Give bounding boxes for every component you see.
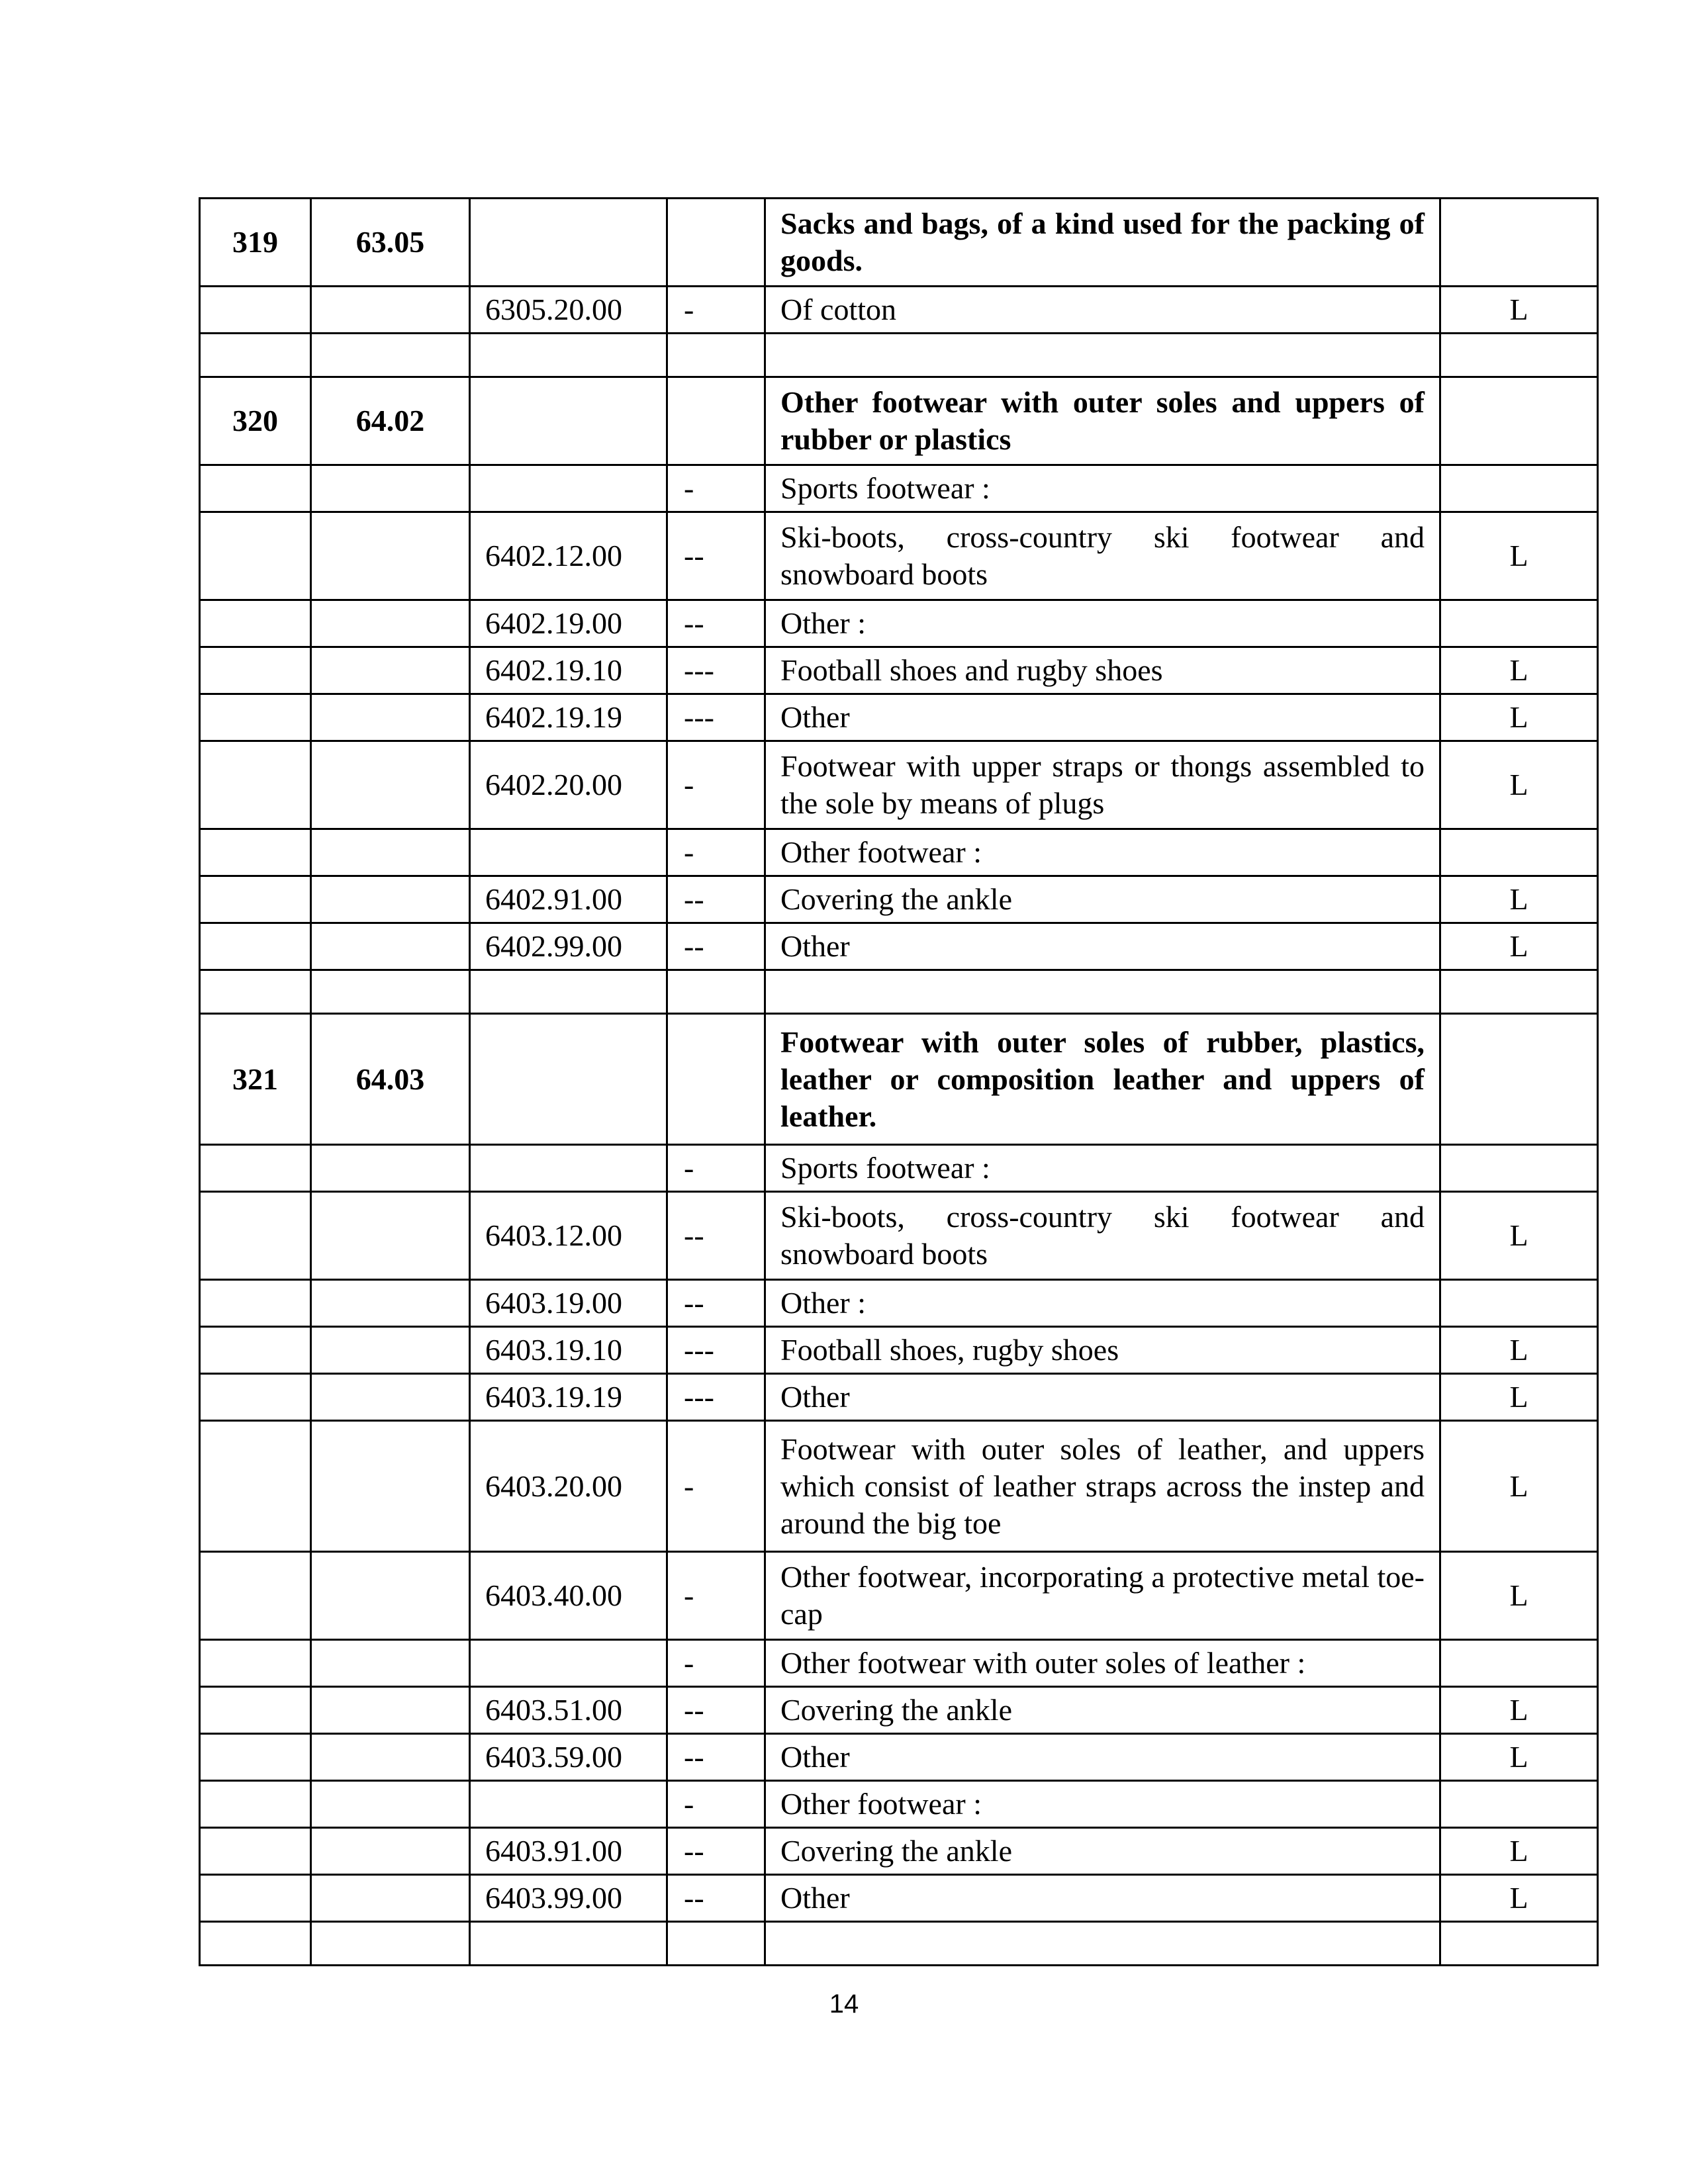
- description-cell: Other: [765, 694, 1440, 741]
- description-cell: Covering the ankle: [765, 1828, 1440, 1875]
- serial-number-cell: [200, 1781, 311, 1828]
- table-row: [200, 1192, 1598, 1280]
- tariff-table-body: [200, 199, 1598, 1966]
- serial-number-cell: [200, 1145, 311, 1192]
- heading-number-cell: [311, 1552, 470, 1640]
- category-cell: [1440, 1145, 1598, 1192]
- serial-number-cell: [200, 923, 311, 970]
- category-cell: [1440, 1640, 1598, 1687]
- dash-level-cell: -: [667, 741, 765, 829]
- serial-number-cell: [200, 876, 311, 923]
- serial-number-cell: [200, 1640, 311, 1687]
- hs-code-cell: 6305.20.00: [470, 287, 667, 334]
- heading-number-cell: [311, 1145, 470, 1192]
- hs-code-cell: [470, 334, 667, 377]
- dash-level-cell: --: [667, 1192, 765, 1280]
- page-number: 14: [829, 1989, 859, 2019]
- table-row: [200, 1781, 1598, 1828]
- table-row: [200, 1374, 1598, 1421]
- dash-level-cell: ---: [667, 647, 765, 694]
- heading-number-cell: [311, 1875, 470, 1922]
- table-row: [200, 923, 1598, 970]
- heading-number-cell: [311, 1374, 470, 1421]
- description-cell: Football shoes and rugby shoes: [765, 647, 1440, 694]
- table-row: [200, 1421, 1598, 1552]
- heading-number-cell: 64.03: [311, 1014, 470, 1145]
- category-cell: [1440, 829, 1598, 876]
- heading-number-cell: [311, 1828, 470, 1875]
- description-cell: Football shoes, rugby shoes: [765, 1327, 1440, 1374]
- heading-number-cell: [311, 600, 470, 647]
- hs-code-cell: [470, 829, 667, 876]
- heading-number-cell: 64.02: [311, 377, 470, 465]
- blank-row: [200, 1922, 1598, 1966]
- heading-number-cell: [311, 647, 470, 694]
- hs-code-cell: 6403.51.00: [470, 1687, 667, 1734]
- serial-number-cell: [200, 829, 311, 876]
- category-cell: L: [1440, 287, 1598, 334]
- serial-number-cell: [200, 287, 311, 334]
- serial-number-cell: [200, 1687, 311, 1734]
- dash-level-cell: --: [667, 1280, 765, 1327]
- category-cell: [1440, 199, 1598, 287]
- serial-number-cell: [200, 1875, 311, 1922]
- category-cell: L: [1440, 1374, 1598, 1421]
- table-row: [200, 741, 1598, 829]
- category-cell: L: [1440, 1192, 1598, 1280]
- hs-code-cell: 6402.19.00: [470, 600, 667, 647]
- hs-code-cell: 6403.19.10: [470, 1327, 667, 1374]
- hs-code-cell: 6403.19.00: [470, 1280, 667, 1327]
- category-cell: [1440, 970, 1598, 1014]
- heading-number-cell: [311, 1327, 470, 1374]
- dash-level-cell: [667, 377, 765, 465]
- description-cell: Other: [765, 1875, 1440, 1922]
- category-cell: L: [1440, 1875, 1598, 1922]
- description-cell: Covering the ankle: [765, 1687, 1440, 1734]
- table-row: [200, 1875, 1598, 1922]
- description-cell: Other: [765, 1734, 1440, 1781]
- serial-number-cell: [200, 1280, 311, 1327]
- dash-level-cell: ---: [667, 1374, 765, 1421]
- table-row: [200, 600, 1598, 647]
- table-row: [200, 287, 1598, 334]
- table-row: [200, 465, 1598, 512]
- heading-number-cell: [311, 1922, 470, 1966]
- hs-code-cell: [470, 1014, 667, 1145]
- heading-number-cell: [311, 923, 470, 970]
- heading-number-cell: [311, 1421, 470, 1552]
- serial-number-cell: [200, 741, 311, 829]
- serial-number-cell: [200, 1552, 311, 1640]
- serial-number-cell: [200, 1828, 311, 1875]
- serial-number-cell: [200, 1192, 311, 1280]
- dash-level-cell: --: [667, 512, 765, 600]
- hs-code-cell: [470, 1781, 667, 1828]
- dash-level-cell: -: [667, 287, 765, 334]
- hs-code-cell: 6402.19.19: [470, 694, 667, 741]
- heading-number-cell: [311, 465, 470, 512]
- hs-code-cell: [470, 1922, 667, 1966]
- description-cell: Other :: [765, 600, 1440, 647]
- tariff-table: [199, 197, 1599, 1966]
- category-cell: [1440, 377, 1598, 465]
- hs-code-cell: 6402.99.00: [470, 923, 667, 970]
- table-row: [200, 1145, 1598, 1192]
- heading-number-cell: [311, 334, 470, 377]
- hs-code-cell: 6402.91.00: [470, 876, 667, 923]
- hs-code-cell: 6403.12.00: [470, 1192, 667, 1280]
- table-row: [200, 1687, 1598, 1734]
- heading-row: [200, 1014, 1598, 1145]
- table-row: [200, 512, 1598, 600]
- serial-number-cell: [200, 334, 311, 377]
- table-row: [200, 1734, 1598, 1781]
- serial-number-cell: [200, 465, 311, 512]
- serial-number-cell: 321: [200, 1014, 311, 1145]
- hs-code-cell: 6402.12.00: [470, 512, 667, 600]
- table-row: [200, 829, 1598, 876]
- hs-code-cell: 6403.20.00: [470, 1421, 667, 1552]
- description-cell: Other: [765, 923, 1440, 970]
- dash-level-cell: -: [667, 1781, 765, 1828]
- table-row: [200, 1552, 1598, 1640]
- dash-level-cell: [667, 1014, 765, 1145]
- category-cell: L: [1440, 741, 1598, 829]
- category-cell: [1440, 1014, 1598, 1145]
- heading-number-cell: [311, 1280, 470, 1327]
- dash-level-cell: [667, 199, 765, 287]
- category-cell: [1440, 465, 1598, 512]
- category-cell: [1440, 1280, 1598, 1327]
- dash-level-cell: [667, 334, 765, 377]
- table-row: [200, 694, 1598, 741]
- blank-row: [200, 334, 1598, 377]
- heading-number-cell: [311, 970, 470, 1014]
- serial-number-cell: [200, 694, 311, 741]
- hs-code-cell: [470, 1145, 667, 1192]
- serial-number-cell: [200, 1734, 311, 1781]
- dash-level-cell: --: [667, 600, 765, 647]
- heading-row: [200, 199, 1598, 287]
- heading-number-cell: [311, 1192, 470, 1280]
- dash-level-cell: -: [667, 1145, 765, 1192]
- blank-row: [200, 970, 1598, 1014]
- heading-number-cell: [311, 1640, 470, 1687]
- category-cell: L: [1440, 1421, 1598, 1552]
- description-cell: Covering the ankle: [765, 876, 1440, 923]
- description-cell: Sports footwear :: [765, 1145, 1440, 1192]
- hs-code-cell: 6403.91.00: [470, 1828, 667, 1875]
- description-cell: Other footwear :: [765, 1781, 1440, 1828]
- hs-code-cell: [470, 199, 667, 287]
- dash-level-cell: --: [667, 1828, 765, 1875]
- description-cell: Of cotton: [765, 287, 1440, 334]
- dash-level-cell: ---: [667, 1327, 765, 1374]
- category-cell: L: [1440, 694, 1598, 741]
- serial-number-cell: [200, 1327, 311, 1374]
- category-cell: [1440, 1922, 1598, 1966]
- description-cell: Other: [765, 1374, 1440, 1421]
- hs-code-cell: [470, 970, 667, 1014]
- description-cell: Sacks and bags, of a kind used for the packing of goods.: [765, 199, 1440, 287]
- hs-code-cell: [470, 465, 667, 512]
- hs-code-cell: [470, 377, 667, 465]
- serial-number-cell: 319: [200, 199, 311, 287]
- table-row: [200, 876, 1598, 923]
- table-row: [200, 647, 1598, 694]
- description-cell: [765, 1922, 1440, 1966]
- description-cell: Footwear with upper straps or thongs assembled to the sole by means of plugs: [765, 741, 1440, 829]
- hs-code-cell: 6403.59.00: [470, 1734, 667, 1781]
- heading-row: [200, 377, 1598, 465]
- table-row: [200, 1327, 1598, 1374]
- category-cell: L: [1440, 1552, 1598, 1640]
- description-cell: Other footwear, incorporating a protective metal toe-cap: [765, 1552, 1440, 1640]
- dash-level-cell: --: [667, 876, 765, 923]
- serial-number-cell: [200, 512, 311, 600]
- serial-number-cell: [200, 1421, 311, 1552]
- dash-level-cell: --: [667, 1875, 765, 1922]
- heading-number-cell: [311, 1781, 470, 1828]
- category-cell: L: [1440, 647, 1598, 694]
- category-cell: [1440, 334, 1598, 377]
- description-cell: Ski-boots, cross-country ski footwear and snowboard boots: [765, 1192, 1440, 1280]
- description-cell: [765, 334, 1440, 377]
- category-cell: L: [1440, 1734, 1598, 1781]
- description-cell: [765, 970, 1440, 1014]
- table-row: [200, 1828, 1598, 1875]
- category-cell: L: [1440, 1687, 1598, 1734]
- heading-number-cell: [311, 1687, 470, 1734]
- dash-level-cell: -: [667, 1552, 765, 1640]
- description-cell: Footwear with outer soles of rubber, plastics, leather or composition leather and uppers of leather.: [765, 1014, 1440, 1145]
- dash-level-cell: -: [667, 1421, 765, 1552]
- description-cell: Other footwear with outer soles of leather :: [765, 1640, 1440, 1687]
- heading-number-cell: [311, 287, 470, 334]
- category-cell: [1440, 1781, 1598, 1828]
- description-cell: Other :: [765, 1280, 1440, 1327]
- description-cell: Other footwear with outer soles and uppers of rubber or plastics: [765, 377, 1440, 465]
- heading-number-cell: [311, 1734, 470, 1781]
- dash-level-cell: ---: [667, 694, 765, 741]
- heading-number-cell: [311, 829, 470, 876]
- category-cell: L: [1440, 1828, 1598, 1875]
- hs-code-cell: 6403.40.00: [470, 1552, 667, 1640]
- dash-level-cell: -: [667, 829, 765, 876]
- heading-number-cell: [311, 876, 470, 923]
- heading-number-cell: 63.05: [311, 199, 470, 287]
- category-cell: L: [1440, 512, 1598, 600]
- serial-number-cell: [200, 647, 311, 694]
- description-cell: Ski-boots, cross-country ski footwear and snowboard boots: [765, 512, 1440, 600]
- description-cell: Sports footwear :: [765, 465, 1440, 512]
- serial-number-cell: [200, 600, 311, 647]
- hs-code-cell: [470, 1640, 667, 1687]
- category-cell: L: [1440, 876, 1598, 923]
- dash-level-cell: -: [667, 1640, 765, 1687]
- dash-level-cell: [667, 970, 765, 1014]
- dash-level-cell: --: [667, 1734, 765, 1781]
- table-row: [200, 1640, 1598, 1687]
- dash-level-cell: [667, 1922, 765, 1966]
- hs-code-cell: 6402.19.10: [470, 647, 667, 694]
- serial-number-cell: [200, 970, 311, 1014]
- category-cell: [1440, 600, 1598, 647]
- category-cell: L: [1440, 1327, 1598, 1374]
- category-cell: L: [1440, 923, 1598, 970]
- heading-number-cell: [311, 694, 470, 741]
- serial-number-cell: 320: [200, 377, 311, 465]
- hs-code-cell: 6403.99.00: [470, 1875, 667, 1922]
- hs-code-cell: 6403.19.19: [470, 1374, 667, 1421]
- hs-code-cell: 6402.20.00: [470, 741, 667, 829]
- table-row: [200, 1280, 1598, 1327]
- serial-number-cell: [200, 1374, 311, 1421]
- serial-number-cell: [200, 1922, 311, 1966]
- dash-level-cell: --: [667, 923, 765, 970]
- description-cell: Other footwear :: [765, 829, 1440, 876]
- heading-number-cell: [311, 741, 470, 829]
- dash-level-cell: -: [667, 465, 765, 512]
- heading-number-cell: [311, 512, 470, 600]
- description-cell: Footwear with outer soles of leather, and uppers which consist of leather straps across the instep and around the big toe: [765, 1421, 1440, 1552]
- dash-level-cell: --: [667, 1687, 765, 1734]
